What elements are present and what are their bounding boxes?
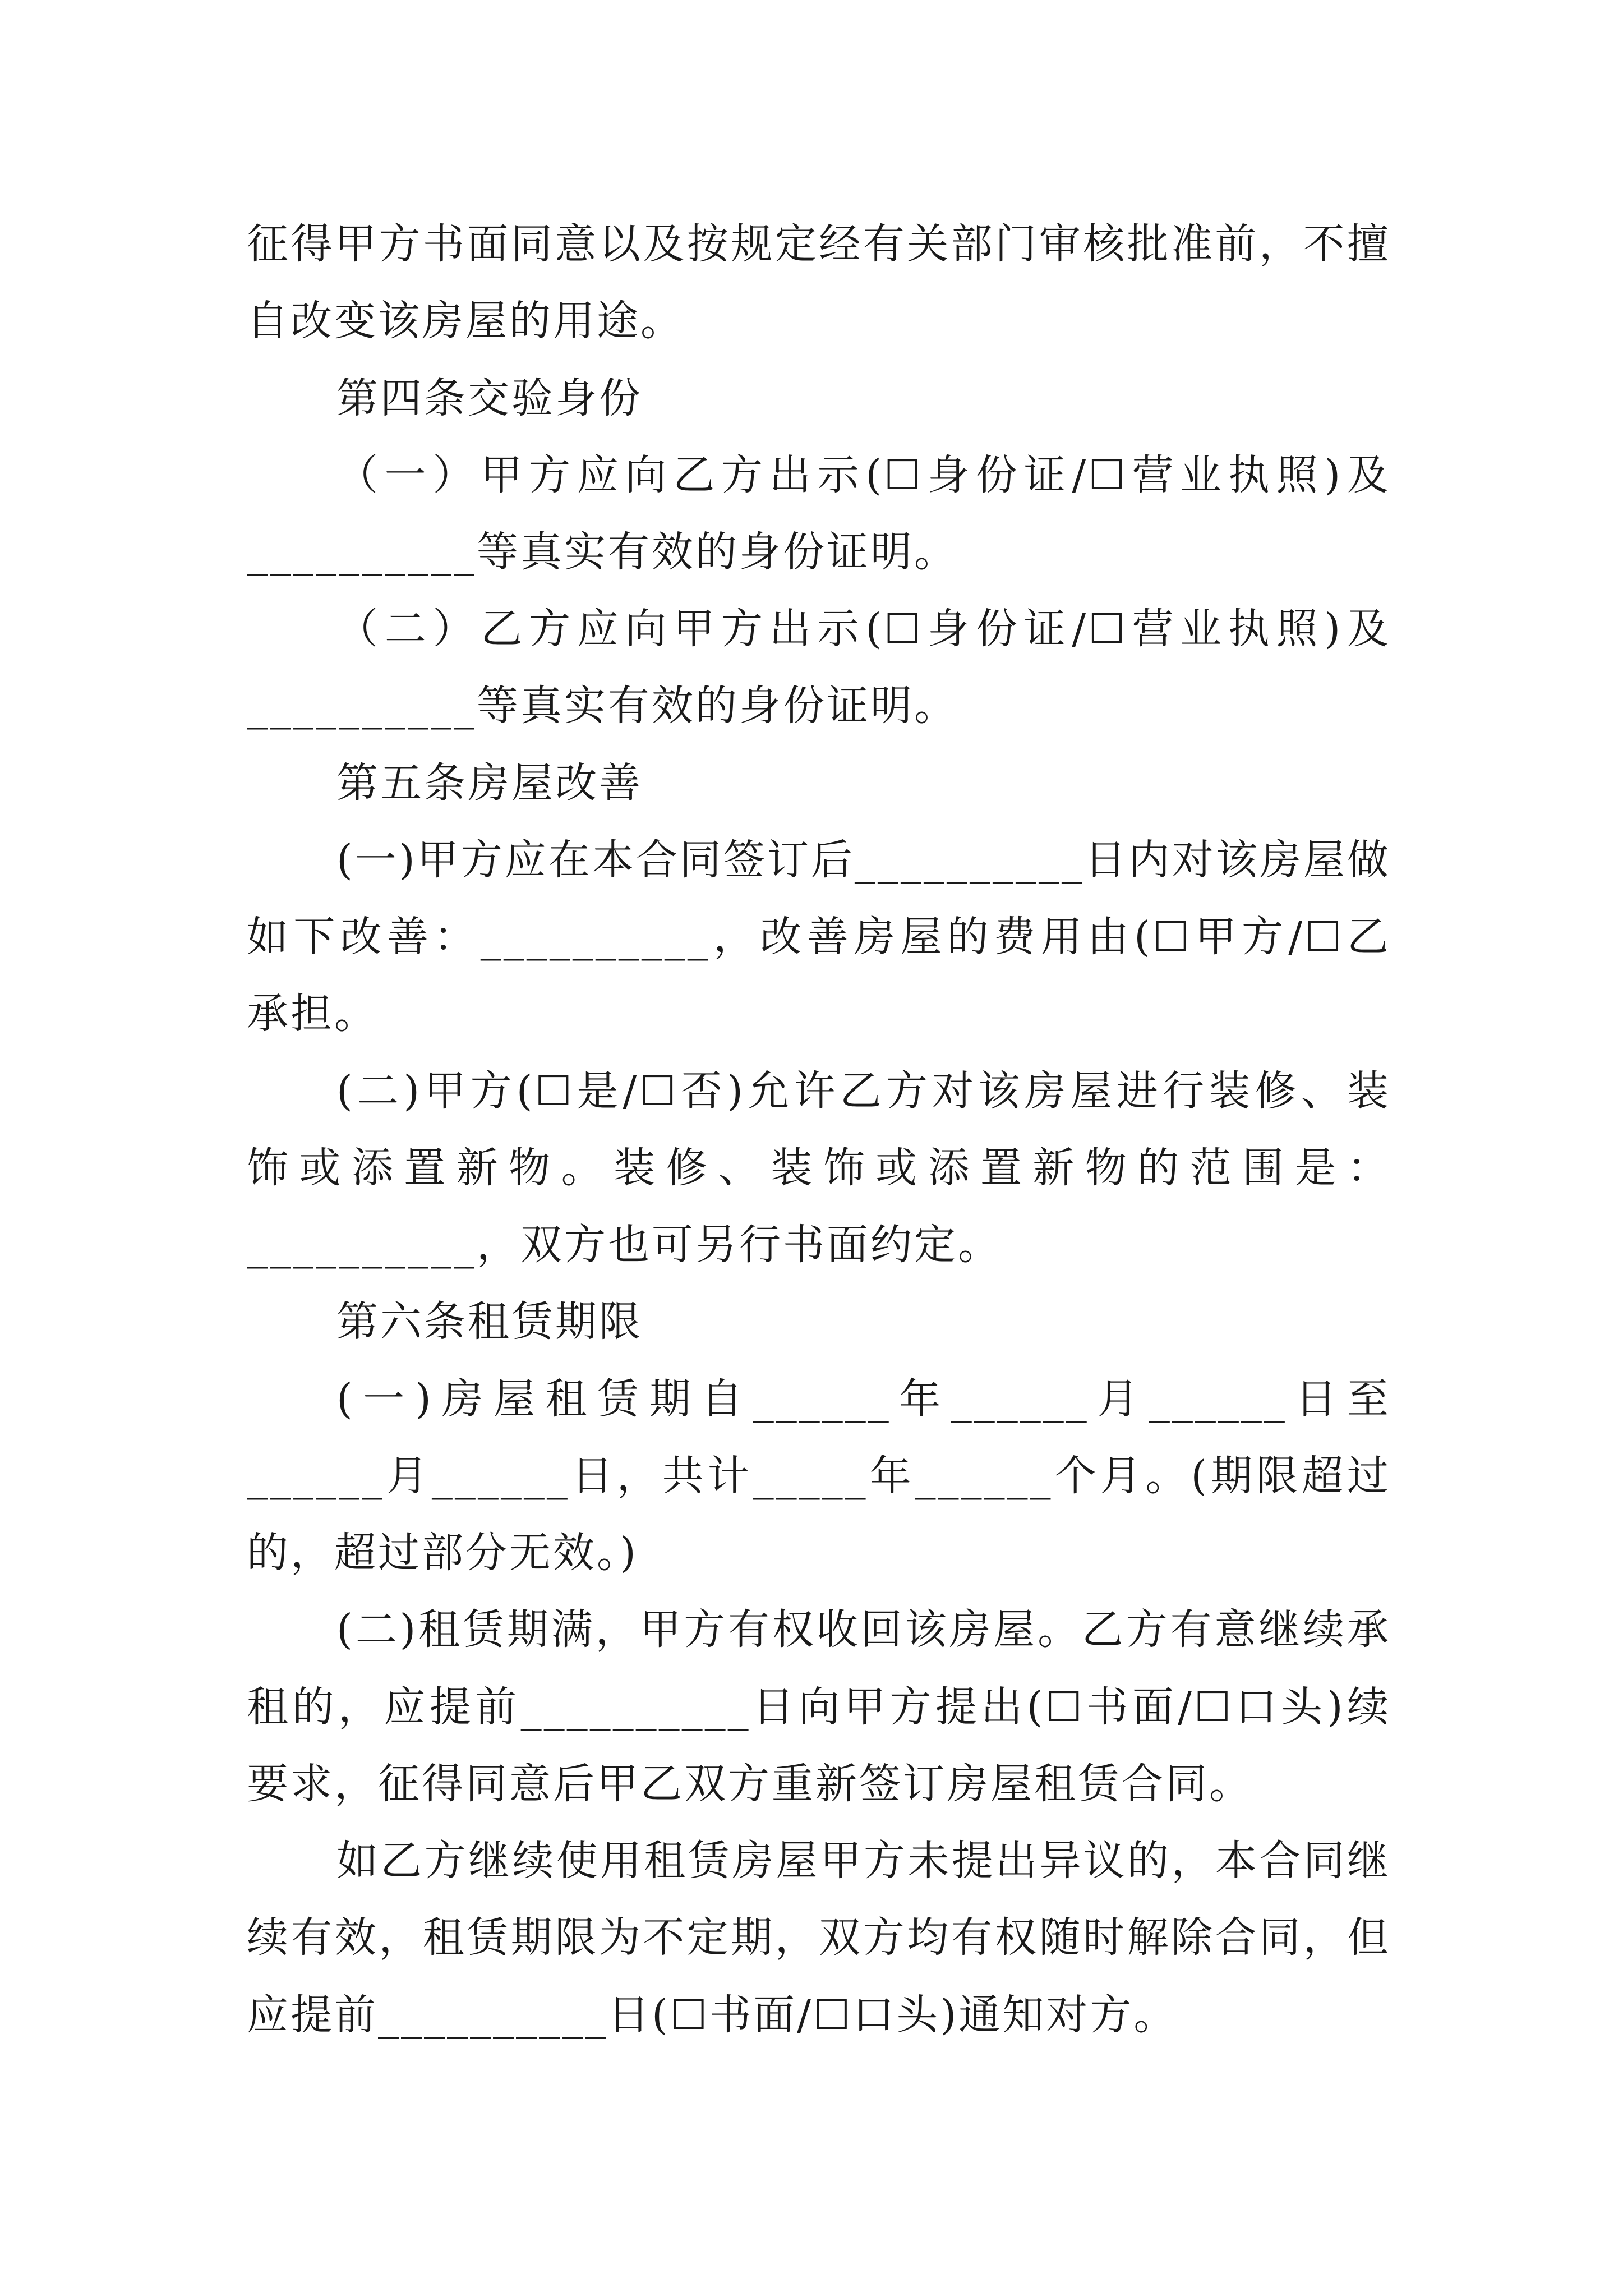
section-heading-6: 第六条租赁期限 [336,1297,643,1346]
clause-line: 如乙方继续使用租赁房屋甲方未提出异议的，本合同继 [336,1837,1391,1885]
clause-line: 饰或添置新物。装修、装饰或添置新物的范围是： [247,1144,1391,1192]
clause-line: 续有效，租赁期限为不定期，双方均有权随时解除合同，但 [247,1913,1391,1962]
clause-line: ______月______日，共计_____年______个月。(期限超过 [247,1452,1391,1500]
section-heading-5: 第五条房屋改善 [336,759,643,807]
clause-line: __________等真实有效的身份证明。 [247,682,958,730]
clause-line: 承担。 [247,990,378,1038]
paragraph-line: 自改变该房屋的用途。 [247,297,684,345]
clause-line: 的，超过部分无效。) [247,1529,638,1577]
clause-line: __________，双方也可另行书面约定。 [247,1221,1002,1269]
clause-line: 要求，征得同意后甲乙双方重新签订房屋租赁合同。 [247,1760,1253,1808]
clause-line: (二)甲方(☐是/☐否)允许乙方对该房屋进行装修、装 [336,1067,1391,1115]
clause-line: （二）乙方应向甲方出示(☐身份证/☐营业执照)及 [336,605,1391,653]
clause-line: __________等真实有效的身份证明。 [247,528,958,576]
clause-line: (二)租赁期满，甲方有权收回该房屋。乙方有意继续承 [336,1605,1391,1654]
clause-line: （一）甲方应向乙方出示(☐身份证/☐营业执照)及 [336,451,1391,499]
paragraph-line: 征得甲方书面同意以及按规定经有关部门审核批准前，不擅 [247,220,1391,268]
section-heading-4: 第四条交验身份 [336,374,643,422]
clause-line: 应提前__________日(☐书面/☐口头)通知对方。 [247,1991,1178,2039]
clause-line: (一)房屋租赁期自______年______月______日至 [336,1375,1391,1423]
clause-line: 租的，应提前__________日向甲方提出(☐书面/☐口头)续 [247,1683,1391,1731]
clause-line: (一)甲方应在本合同签订后__________日内对该房屋做 [336,836,1391,884]
clause-line: 如下改善：__________，改善房屋的费用由(☐甲方/☐乙 [247,913,1391,961]
